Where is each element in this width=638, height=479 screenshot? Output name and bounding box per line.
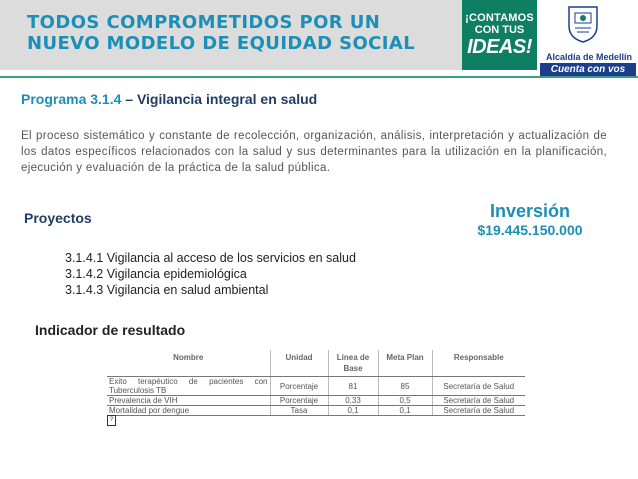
project-item: 3.1.4.2 Vigilancia epidemiológica bbox=[65, 267, 247, 281]
table-cell: Secretaría de Salud bbox=[432, 396, 525, 406]
org-slogan: Cuenta con vos bbox=[540, 63, 636, 76]
project-item: 3.1.4.1 Vigilancia al acceso de los servicios en salud bbox=[65, 251, 356, 265]
badge-line-1: ¡CONTAMOS bbox=[465, 12, 534, 24]
investment-value: $19.445.150.000 bbox=[477, 222, 583, 238]
column-header: Responsable bbox=[432, 350, 525, 377]
table-cell: Prevalencia de VIH bbox=[107, 396, 270, 406]
indicator-table bbox=[107, 350, 525, 416]
project-list bbox=[65, 250, 356, 298]
column-header: Nombre bbox=[107, 350, 270, 377]
table-cell: Secretaría de Salud bbox=[432, 377, 525, 396]
table-cell: 0,1 bbox=[328, 406, 378, 416]
table-cell: 85 bbox=[378, 377, 432, 396]
table-row bbox=[107, 377, 525, 396]
program-title bbox=[21, 91, 317, 107]
banner-title bbox=[27, 12, 415, 54]
column-header: Meta Plan bbox=[378, 350, 432, 377]
table-cell: Porcentaje bbox=[270, 377, 328, 396]
ideas-badge bbox=[462, 0, 537, 70]
investment-label: Inversión bbox=[489, 201, 571, 221]
table-cell: 0,33 bbox=[328, 396, 378, 406]
table-cell: Mortalidad por dengue bbox=[107, 406, 270, 416]
table-cell: 0,1 bbox=[378, 406, 432, 416]
program-description: El proceso sistemático y constante de recolección, organización, análisis, interpretación y actualización de los datos específicos relacionados con la salud y sus determinantes para la utilización en la planificación, ejecución y evaluación de la práctica de la salud pública. bbox=[21, 130, 607, 174]
org-name: Alcaldía de Medellín bbox=[545, 52, 633, 62]
medellin-seal-icon bbox=[566, 4, 600, 44]
banner-title-line-2: NUEVO MODELO DE EQUIDAD SOCIAL bbox=[27, 33, 416, 54]
column-header: Unidad bbox=[270, 350, 328, 377]
badge-line-3: IDEAS! bbox=[467, 36, 532, 58]
table-cell: Tasa bbox=[270, 406, 328, 416]
table-row bbox=[107, 406, 525, 416]
table-cell: 81 bbox=[328, 377, 378, 396]
program-name: – Vigilancia integral en salud bbox=[121, 91, 318, 107]
table-header-row bbox=[107, 350, 525, 377]
table-cell: Exito terapéutico de pacientes con Tuberculosis TB bbox=[107, 377, 270, 396]
program-code: Programa 3.1.4 bbox=[21, 91, 122, 107]
banner-title-line-1: TODOS COMPROMETIDOS POR UN bbox=[27, 12, 381, 33]
header-banner bbox=[0, 0, 638, 88]
table-cell: Secretaría de Salud bbox=[432, 406, 525, 416]
table-cell: 0,5 bbox=[378, 396, 432, 406]
table-cell: Porcentaje bbox=[270, 396, 328, 406]
projects-heading: Proyectos bbox=[24, 210, 92, 226]
indicator-heading: Indicador de resultado bbox=[35, 322, 186, 338]
project-item: 3.1.4.3 Vigilancia en salud ambiental bbox=[65, 283, 269, 297]
table-row bbox=[107, 396, 525, 406]
header-divider bbox=[0, 76, 638, 78]
missing-glyph-icon: ? bbox=[107, 415, 116, 426]
badge-line-2: CON TUS bbox=[474, 24, 525, 36]
column-header: Línea de Base bbox=[328, 350, 378, 377]
